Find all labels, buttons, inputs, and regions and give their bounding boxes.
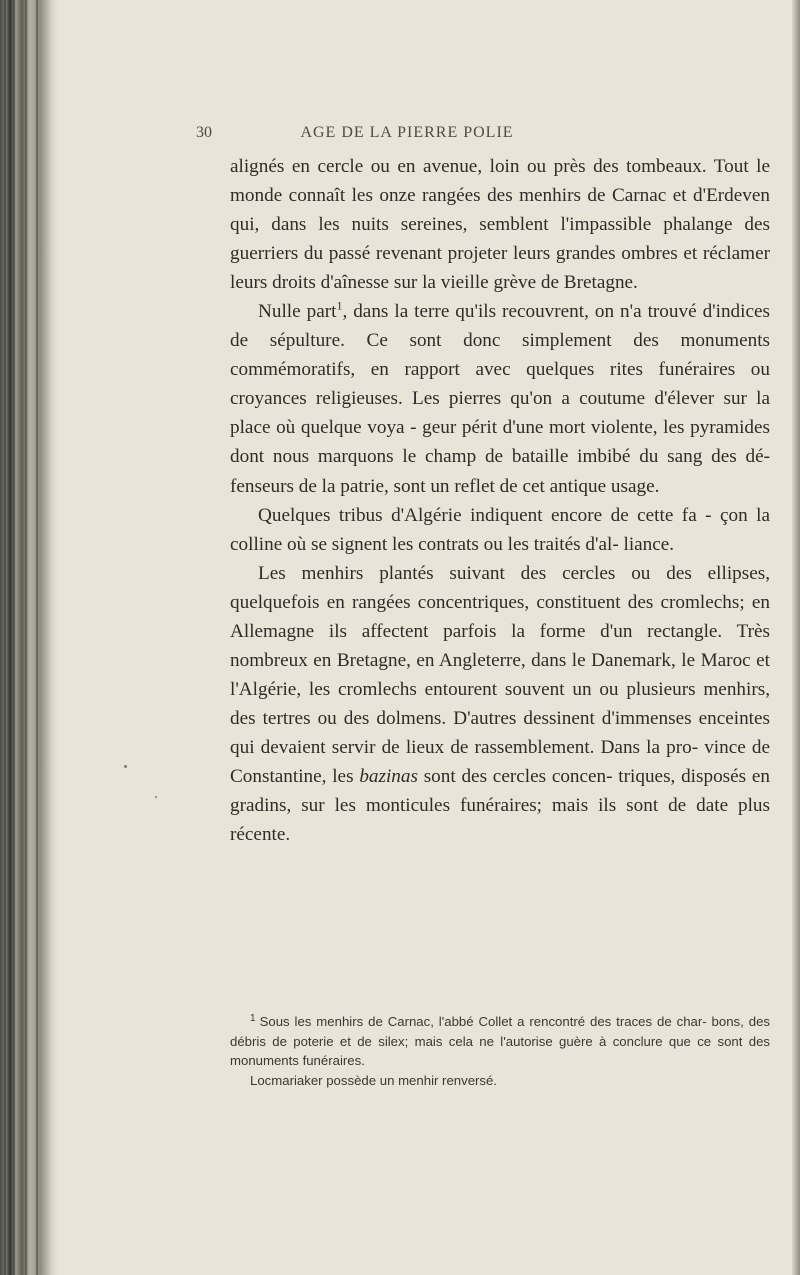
text-run: Les menhirs plantés suivant des cercles ou des ellipses, quelquefois en rangées concentriques, constituent des cromlechs; en Allemagne ils affectent parfois la forme d'un rectangle. Très nombreux en Bretagne, en Angleterre, dans le Danemark, le Maroc et l'Algérie, les cromlechs entourent souvent un ou plusieurs menhirs, des tertres ou des dolmens. D'autres dessinent d'immenses enceintes qui devaient servir de lieux de rassemblement. Dans la pro- vince de Constantine, les [230,562,770,787]
text-run: sont des cercles concen- triques, disposés en gradins, sur les monticules funéraires; mais ils sont de date plus récente. [230,765,770,846]
binding-line [4,0,6,1275]
binding-line [36,0,38,1275]
text-run: , dans la terre qu'ils recouvrent, on n'a trouvé d'indices de sépulture. Ce sont donc simplement des monuments commémoratifs, en rapport avec quelques rites funéraires ou croyances religieuses. Les pierres qu'on a coutume d'élever sur la place où quelque voya - geur périt d'une mort violente, les pyramides dont nous marquons le champ de bataille imbibé du sang des dé- fenseurs de la patrie, sont un reflet de cet antique usage. [230,301,770,497]
paragraph-continued [230,152,770,297]
footnote-reference[interactable]: 1 [336,298,343,313]
footnote [230,1012,770,1071]
paper-speck [124,765,127,768]
italic-term: bazinas [359,765,418,787]
text-run: Nulle part [258,301,337,323]
footnote-continuation: Locmariaker possède un menhir renversé. [250,1072,498,1088]
book-gutter-binding [0,0,58,1275]
paragraph [230,559,770,849]
main-text [230,152,770,849]
binding-line [25,0,27,1275]
page-right-edge [792,0,800,1275]
footnote-number: 1 [250,1012,256,1024]
text-run: Tout le monde connaît les onze rangées des menhirs de Carnac et d'Erdeven qui, dans les nuits sereines, semblent l'impassible phalange des guerriers du passé revenant projeter leurs grandes ombres et réclamer leurs droits d'aînesse sur la vieille grève de Bretagne. [230,156,771,294]
footnotes [230,1012,770,1090]
page-number: 30 [196,124,212,141]
footnote-text: Sous les menhirs de Carnac, l'abbé Collet a rencontré des traces de char- bons, des débris de poterie et de silex; mais cela ne l'autorise guère à conclure que ce sont des monuments funéraires. [230,1014,770,1069]
binding-line [13,0,15,1275]
paragraph: Quelques tribus d'Algérie indiquent encore de cette fa - çon la colline où se signent les contrats ou les traités d'al- liance. [230,504,770,555]
paragraph [230,297,770,500]
paper-speck [155,796,157,798]
text-line: alignés en cercle ou en avenue, loin ou près des tombeaux. [230,156,707,177]
running-title: AGE DE LA PIERRE POLIE [300,124,514,141]
